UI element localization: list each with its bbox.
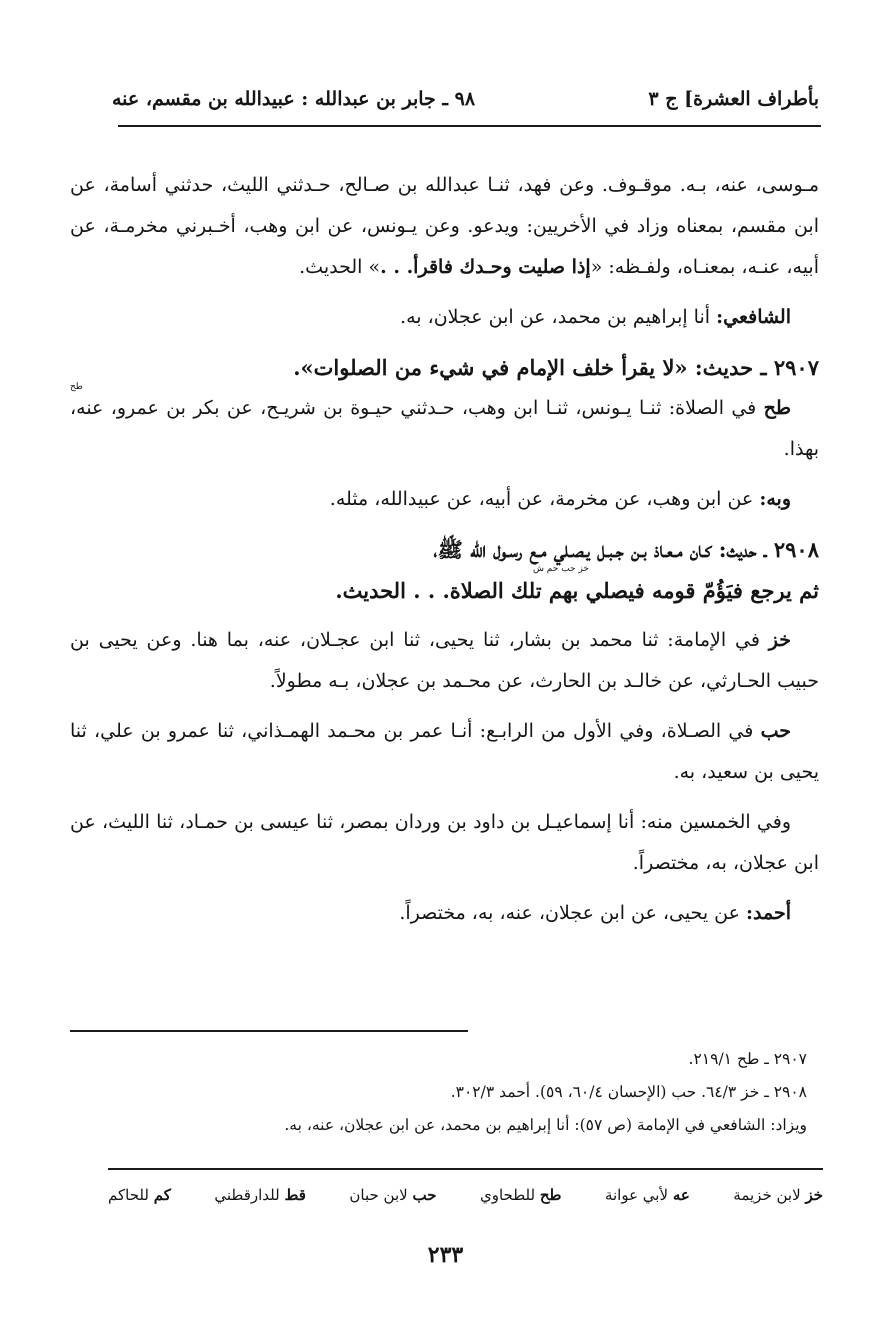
main-text [70,165,819,943]
sigla-2907: طح [70,382,83,392]
abbr-hakim: كم للحاكم [108,1186,171,1204]
abbr-khuzaymah: خز لابن خزيمة [733,1186,823,1204]
hadith-heading-2908: ٢٩٠٨ ـ حديث: كـان مـعـاذ بـن جـبـل يـصـلي مـع رسـول الله ﷺ، [433,537,819,562]
footnotes [70,1043,819,1142]
source-lead: حب [760,720,791,742]
paragraph-hibban: حب في الصـلاة، وفي الأول من الرابـع: أنـا عمر بن محـمد الهمـذاني، ثنا عمرو بن علي، ثنا يحيى بن سعيد، به. [70,720,819,783]
hadith-heading-2908-line2: ثم يرجع فيَؤُمّ قومه فيصلي بهم تلك الصلاة. . . الحديث. [335,578,819,603]
footnote-2908: ٢٩٠٨ ـ خز ٦٤/٣. حب (الإحسان ٦٠/٤، ٥٩). أحمد ٣٠٢/٣. [450,1083,807,1101]
paragraph-ahmad: أحمد: عن يحيى، عن ابن عجلان، عنه، به، مختصراً. [399,902,791,924]
hadith-heading-2907: ٢٩٠٧ ـ حديث: «لا يقرأ خلف الإمام في شيء من الصلوات». [293,355,819,380]
paragraph-shafii: الشافعي: أنا إبراهيم بن محمد، عن ابن عجلان، به. [400,306,791,328]
source-lead: طح [763,397,791,419]
footnote-2907: ٢٩٠٧ ـ طح ٢١٩/١. [688,1050,807,1068]
source-lead: خز [768,629,791,651]
abbr-awanah: عه لأبي عوانة [604,1186,690,1204]
running-header-chapter: ٩٨ ـ جابر بن عبدالله : عبيدالله بن مقسم، عنه [112,88,476,110]
abbr-hibban: حب لابن حبان [349,1186,437,1204]
paragraph-tahawi: طح في الصلاة: ثنـا يـونس، ثنـا ابن وهب، حـدثني حيـوة بن شريـح، عن بكر بن عمرو، عنه، بهذا. [70,397,819,460]
footnote-rule [70,1030,468,1032]
header-rule [118,125,821,127]
quoted-phrase: إذا صليت وحـدك فاقرأ. . . [380,256,591,278]
page-number: ٢٣٣ [427,1242,464,1268]
paragraph-fifty: وفي الخمسين منه: أنا إسماعيـل بن داود بن وردان بمصر، ثنا عيسى بن حمـاد، ثنا الليث، عن ابن عجلان، به، مختصراً. [70,811,819,874]
source-lead: أحمد: [746,902,791,924]
abbreviations-rule [108,1168,823,1170]
source-lead: الشافعي: [716,306,791,328]
running-header-book-title: بأطراف العشرة] ج ٣ [648,88,819,110]
paragraph-wabihi: وبه: عن ابن وهب، عن مخرمة، عن أبيه، عن عبيدالله، مثله. [329,488,791,510]
paragraph-continuation: مـوسى، عنه، بـه. موقـوف. وعن فهد، ثنـا عبدالله بن صـالح، حـدثني الليث، حدثني أسامة، عن ابن مقسم، بمعناه وزاد في الأخريين: ويدعو. وعن يـونس، عن ابن وهب، أخـبرني مخرمـة، عن أبيه، عنـه، بمعنـاه، ولفـظه: «إذا صليت وحـدك فاقرأ. . .» الحديث. [70,174,819,278]
abbreviations-key [108,1186,823,1204]
abbr-tahawi: طح للطحاوي [479,1186,562,1204]
sigla-2908: خز حب حم ش [532,564,589,574]
paragraph-khuzaymah: خز في الإمامة: ثنا محمد بن بشار، ثنا يحيى، ثنا ابن عجـلان، عنه، بما هنا. وعن يحيى بن حبيب الحـارثي، عن خالـد بن الحارث، عن محـمد بن عجلان، بـه مطولاً. [70,629,819,692]
source-lead: وبه: [759,488,791,510]
footnote-addition: ويزاد: الشافعي في الإمامة (ص ٥٧): أنا إبراهيم بن محمد، عن ابن عجلان، عنه، به. [284,1116,807,1134]
abbr-daraqutni: قط للدارقطني [214,1186,306,1204]
